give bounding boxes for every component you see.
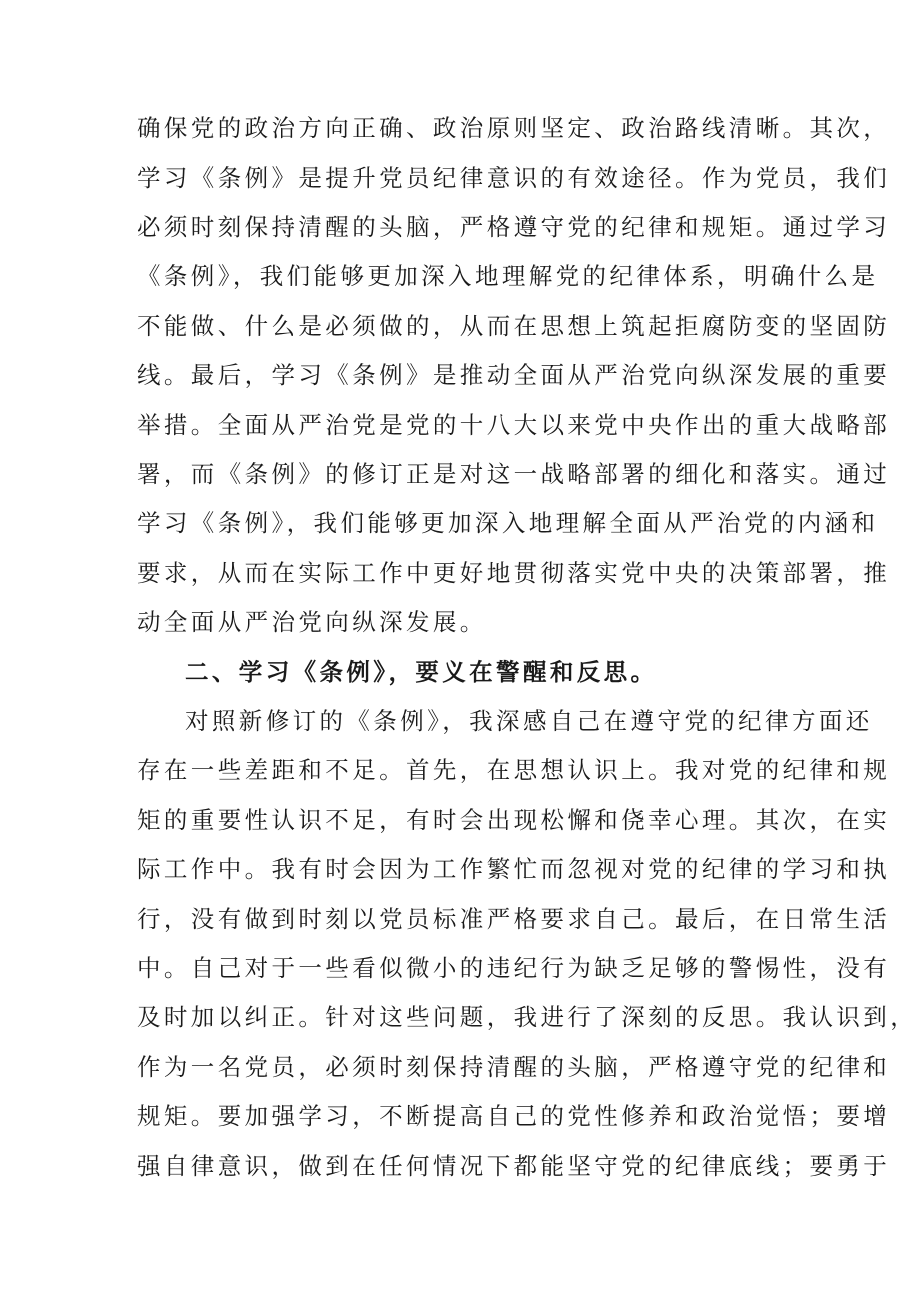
- paragraph-line: 动全面从严治党向纵深发展。: [137, 608, 487, 636]
- section-heading: 二、学习《条例》，要义在警醒和反思。: [185, 658, 658, 686]
- paragraph-line: 线。最后，学习《条例》是推动全面从严治党向纵深发展的重要: [137, 361, 891, 389]
- paragraph-line: 对照新修订的《条例》，我深感自己在遵守党的纪律方面还: [185, 707, 873, 735]
- paragraph-line: 中。自己对于一些看似微小的违纪行为缺乏足够的警惕性，没有: [137, 954, 891, 982]
- paragraph-line: 作为一名党员，必须时刻保持清醒的头脑，严格遵守党的纪律和: [137, 1053, 891, 1081]
- paragraph-line: 存在一些差距和不足。首先，在思想认识上。我对党的纪律和规: [137, 756, 891, 784]
- paragraph-line: 举措。全面从严治党是党的十八大以来党中央作出的重大战略部: [137, 411, 891, 439]
- paragraph-line: 规矩。要加强学习，不断提高自己的党性修养和政治觉悟；要增: [137, 1102, 891, 1130]
- paragraph-line: 必须时刻保持清醒的头脑，严格遵守党的纪律和规矩。通过学习: [137, 213, 891, 241]
- paragraph-line: 矩的重要性认识不足，有时会出现松懈和侥幸心理。其次，在实: [137, 806, 891, 834]
- paragraph-line: 不能做、什么是必须做的，从而在思想上筑起拒腐防变的坚固防: [137, 312, 891, 340]
- paragraph-line: 强自律意识，做到在任何情况下都能坚守党的纪律底线；要勇于: [137, 1152, 891, 1180]
- paragraph-line: 要求，从而在实际工作中更好地贯彻落实党中央的决策部署，推: [137, 559, 891, 587]
- paragraph-line: 确保党的政治方向正确、政治原则坚定、政治路线清晰。其次，: [137, 114, 891, 142]
- paragraph-line: 行，没有做到时刻以党员标准严格要求自己。最后，在日常生活: [137, 905, 891, 933]
- paragraph-line: 署，而《条例》的修订正是对这一战略部署的细化和落实。通过: [137, 460, 891, 488]
- paragraph-line: 学习《条例》是提升党员纪律意识的有效途径。作为党员，我们: [137, 164, 891, 192]
- paragraph-line: 际工作中。我有时会因为工作繁忙而忽视对党的纪律的学习和执: [137, 855, 891, 883]
- paragraph-line: 及时加以纠正。针对这些问题，我进行了深刻的反思。我认识到，: [137, 1003, 918, 1031]
- paragraph-line: 《条例》，我们能够更加深入地理解党的纪律体系，明确什么是: [137, 262, 879, 290]
- paragraph-line: 学习《条例》，我们能够更加深入地理解全面从严治党的内涵和: [137, 509, 879, 537]
